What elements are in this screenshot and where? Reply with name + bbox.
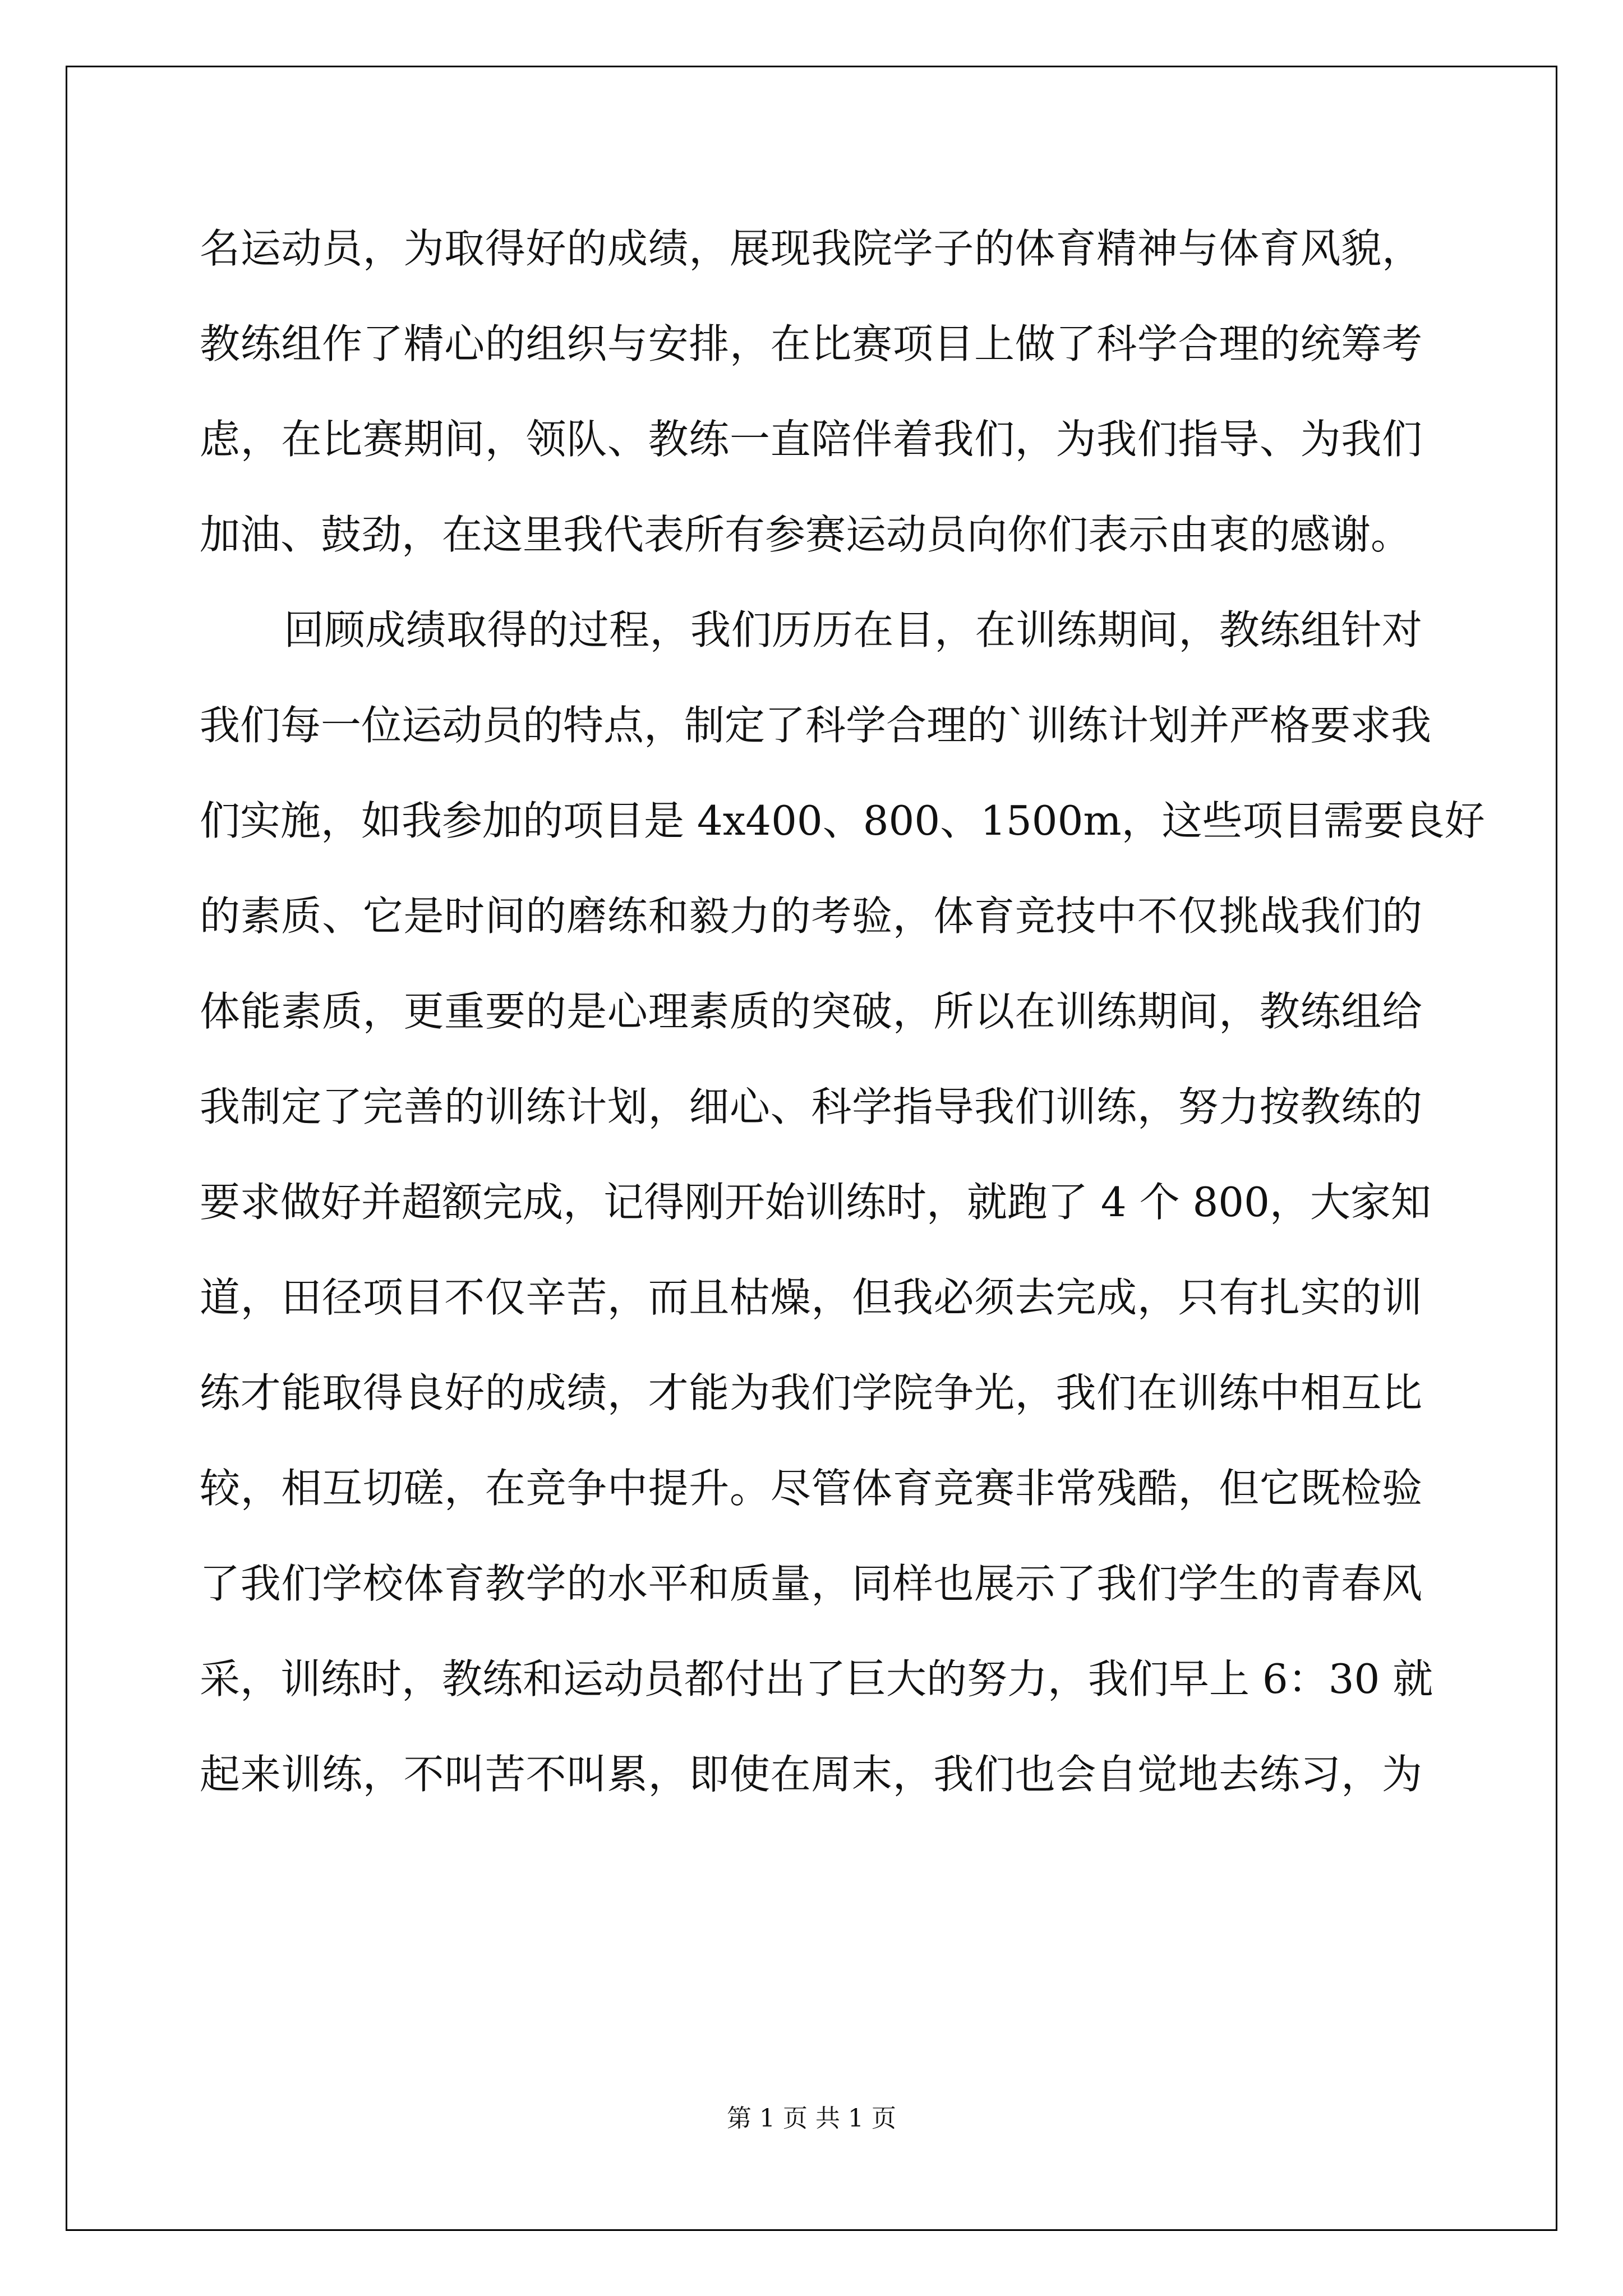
- text-line: 较，相互切磋，在竞争中提升。尽管体育竞赛非常残酷，但它既检验: [200, 1465, 1422, 1512]
- text-line: 采，训练时，教练和运动员都付出了巨大的努力，我们早上 6：30 就: [200, 1655, 1433, 1703]
- text-line: 我制定了完善的训练计划，细心、科学指导我们训练，努力按教练的: [200, 1083, 1422, 1130]
- text-line: 体能素质，更重要的是心理素质的突破，所以在训练期间，教练组给: [200, 988, 1422, 1035]
- text-line: 我们每一位运动员的特点，制定了科学合理的`训练计划并严格要求我: [200, 702, 1432, 749]
- text-line: 们实施，如我参加的项目是 4x400、800、1500m，这些项目需要良好: [200, 797, 1485, 844]
- text-line: 回顾成绩取得的过程，我们历历在目，在训练期间，教练组针对: [284, 606, 1422, 654]
- text-line: 要求做好并超额完成，记得刚开始训练时，就跑了 4 个 800，大家知: [200, 1179, 1431, 1226]
- text-line: 起来训练，不叫苦不叫累，即使在周末，我们也会自觉地去练习，为: [200, 1751, 1422, 1798]
- text-line: 了我们学校体育教学的水平和质量，同样也展示了我们学生的青春风: [200, 1560, 1422, 1607]
- text-line: 名运动员，为取得好的成绩，展现我院学子的体育精神与体育风貌，: [200, 225, 1422, 272]
- text-line: 练才能取得良好的成绩，才能为我们学院争光，我们在训练中相互比: [200, 1369, 1422, 1416]
- page-number-footer: 第 1 页 共 1 页: [727, 2104, 896, 2133]
- text-line: 教练组作了精心的组织与安排，在比赛项目上做了科学合理的统筹考: [200, 320, 1422, 367]
- text-line: 的素质、它是时间的磨练和毅力的考验，体育竞技中不仅挑战我们的: [200, 892, 1422, 940]
- text-line: 道，田径项目不仅辛苦，而且枯燥，但我必须去完成，只有扎实的训: [200, 1274, 1422, 1321]
- text-line: 虑，在比赛期间，领队、教练一直陪伴着我们，为我们指导、为我们: [200, 416, 1422, 463]
- text-line: 加油、鼓劲，在这里我代表所有参赛运动员向你们表示由衷的感谢。: [200, 511, 1412, 558]
